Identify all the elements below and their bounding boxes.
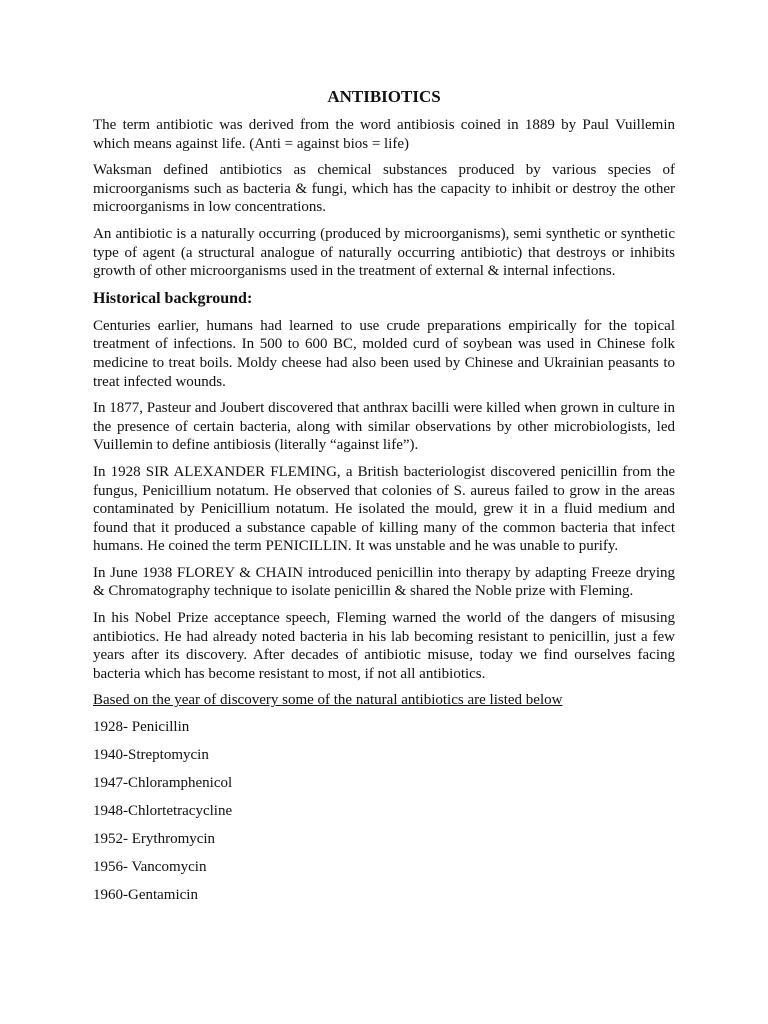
list-item: 1952- Erythromycin	[93, 830, 216, 847]
list-item: 1947-Chloramphenicol	[93, 775, 233, 791]
document-page	[93, 86, 675, 914]
list-item: 1940-Streptomycin	[93, 747, 209, 764]
list-item: 1960-Gentamicin	[93, 886, 198, 903]
paragraph-waksman-definition: Waksman defined antibiotics as chemical substances produced by various species of microorganisms such as bacteria & fungi, which has the capacity to inhibit or destroy the other microorganisms in low concentrations.	[93, 162, 675, 216]
paragraph-history-nobel-speech: In his Nobel Prize acceptance speech, Fleming warned the world of the dangers of misusing antibiotics. He had already noted bacteria in his lab becoming resistant to penicillin, just a few years after its discovery. After decades of antibiotic misuse, today we find ourselves facing bacteria which has become resistant to most, if not all antibiotics.	[93, 610, 675, 682]
paragraph-history-fleming: In 1928 SIR ALEXANDER FLEMING, a British bacteriologist discovered penicillin from the fungus, Penicillium notatum. He observed that colonies of S. aureus failed to grow in the areas contaminated by Penicillium notatum. He isolated the mould, grew it in a fluid medium and found that it produced a substance capable of killing many of the common bacteria that infect humans. He coined the term PENICILLIN. It was unstable and he was unable to purify.	[93, 463, 675, 555]
list-intro: Based on the year of discovery some of the natural antibiotics are listed below	[93, 692, 563, 709]
paragraph-definition-origin: The term antibiotic was derived from the word antibiosis coined in 1889 by Paul Vuillemin which means against life. (Anti = against bios = life)	[93, 117, 675, 152]
paragraph-history-florey-chain: In June 1938 FLOREY & CHAIN introduced penicillin into therapy by adapting Freeze drying & Chromatography technique to isolate penicillin & shared the Noble prize with Fleming.	[93, 564, 675, 600]
paragraph-history-crude-preparations: Centuries earlier, humans had learned to use crude preparations empirically for the topical treatment of infections. In 500 to 600 BC, molded curd of soybean was used in Chinese folk medicine to treat boils. Moldy cheese had also been used by Chinese and Ukrainian peasants to treat infected wounds.	[93, 317, 675, 390]
paragraph-antibiotic-types: An antibiotic is a naturally occurring (produced by microorganisms), semi synthetic or synthetic type of agent (a structural analogue of naturally occurring antibiotic) that destroys or inhibits growth of other microorganisms used in the treatment of external & internal infections.	[93, 225, 675, 280]
list-item: 1956- Vancomycin	[93, 858, 207, 875]
antibiotics-list	[93, 718, 675, 905]
section-heading-history: Historical background:	[93, 289, 253, 307]
paragraph-history-pasteur-joubert: In 1877, Pasteur and Joubert discovered that anthrax bacilli were killed when grown in culture in the presence of certain bacteria, along with similar observations by other microbiologists, led Vuillemin to define antibiosis (literally “against life”).	[93, 400, 675, 454]
page-title: ANTIBIOTICS	[327, 87, 441, 106]
list-item: 1928- Penicillin	[93, 719, 190, 736]
list-item: 1948-Chlortetracycline	[93, 802, 233, 819]
